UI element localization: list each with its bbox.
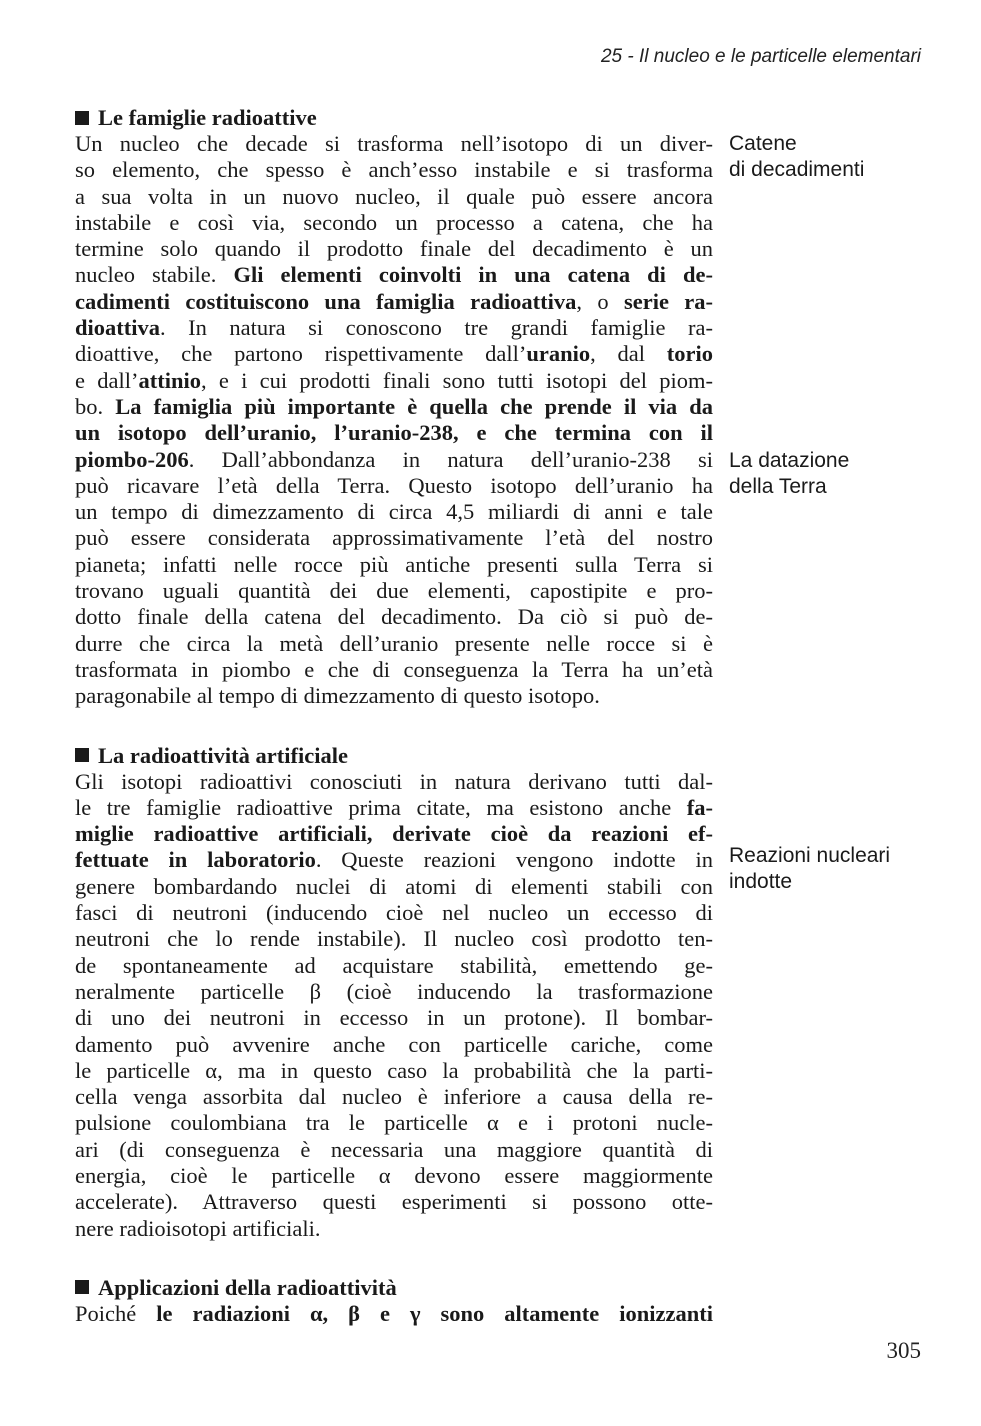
text-line xyxy=(75,683,713,709)
text-span: pianeta; infatti nelle rocce più antiche presenti sulla Terra si xyxy=(75,551,713,577)
text-line xyxy=(75,315,713,341)
text-span: trovano uguali quantità dei due elementi, capostipite e pro- xyxy=(75,578,713,604)
page-number: 305 xyxy=(886,1338,921,1363)
section-applicazioni-radioattivita xyxy=(75,1274,713,1327)
text-line xyxy=(75,1084,713,1110)
text-line xyxy=(75,1058,713,1084)
text-line xyxy=(75,1163,713,1189)
main-text-column xyxy=(75,104,713,1327)
text-line xyxy=(75,795,713,821)
text-line xyxy=(75,341,713,367)
text-line xyxy=(75,236,713,262)
text-line xyxy=(75,184,713,210)
bold-span: cadimenti costituiscono una famiglia radioattiva xyxy=(75,288,577,314)
bold-span: serie ra- xyxy=(623,288,714,314)
text-line xyxy=(75,874,713,900)
text-line xyxy=(75,769,713,795)
bold-span: le radiazioni α, β e γ sono altamente ionizzanti xyxy=(156,1300,713,1326)
text-line xyxy=(75,525,713,551)
text-line xyxy=(75,604,713,630)
text-line xyxy=(75,552,713,578)
text-line xyxy=(75,1189,713,1215)
text-line xyxy=(75,926,713,952)
text-line xyxy=(75,210,713,236)
text-span: . Dall’abbondanza in natura dell’uranio-238 si xyxy=(188,446,713,472)
text-span: Gli isotopi radioattivi conosciuti in natura derivano tutti dal- xyxy=(75,768,713,794)
text-span: termine solo quando il prodotto finale del decadimento è un xyxy=(75,236,713,262)
text-span: nucleo stabile. xyxy=(75,262,234,288)
running-header: 25 - Il nucleo e le particelle elementari xyxy=(600,46,921,67)
section-radioattivita-artificiale xyxy=(75,742,713,1242)
text-span: , o xyxy=(576,288,624,314)
square-bullet-icon xyxy=(75,111,89,125)
text-line xyxy=(75,657,713,683)
text-line xyxy=(75,900,713,926)
text-span: pulsione coulombiana tra le particelle α e i protoni nucle- xyxy=(75,1110,713,1136)
text-line xyxy=(75,157,713,183)
section-title-text: Applicazioni della radioattività xyxy=(98,1274,397,1300)
text-span: de spontaneamente ad acquistare stabilità, emettendo ge- xyxy=(75,952,713,978)
text-span: cella venga assorbita dal nucleo è inferiore a causa della re- xyxy=(75,1084,713,1110)
text-line xyxy=(75,631,713,657)
text-span: di uno dei neutroni in eccesso in un protone). Il bombar- xyxy=(75,1005,713,1031)
text-span: può essere considerata approssimativamente l’età del nostro xyxy=(75,525,713,551)
text-span: trasformata in piombo e che di conseguenza la Terra ha un’età xyxy=(75,656,713,682)
section-title xyxy=(75,742,713,769)
text-span: genere bombardando nuclei di atomi di elementi stabili con xyxy=(75,873,713,899)
text-span: . Queste reazioni vengono indotte in xyxy=(315,847,713,873)
text-span: bo. xyxy=(75,393,116,419)
bold-span: miglie radioattive artificiali, derivate cioè da reazioni ef- xyxy=(75,821,713,847)
bold-span: un isotopo dell’uranio, l’uranio-238, e che termina con il xyxy=(75,420,713,446)
bold-span: Gli elementi coinvolti in una catena di de- xyxy=(233,262,713,288)
text-line xyxy=(75,420,713,446)
text-line xyxy=(75,262,713,288)
text-span: a sua volta in un nuovo nucleo, il quale può essere ancora xyxy=(75,183,713,209)
text-line xyxy=(75,1216,713,1242)
margin-note-datazione xyxy=(729,448,849,500)
text-span: fasci di neutroni (inducendo cioè nel nucleo un eccesso di xyxy=(75,900,713,926)
section-famiglie-radioattive xyxy=(75,104,713,710)
text-line xyxy=(75,1005,713,1031)
text-span: durre che circa la metà dell’uranio presente nelle rocce si è xyxy=(75,630,713,656)
bold-span: fa- xyxy=(686,794,713,820)
text-span: accelerate). Attraverso questi esperimenti si possono otte- xyxy=(75,1189,713,1215)
text-line xyxy=(75,499,713,525)
text-span: , e i cui prodotti finali sono tutti isotopi del piom- xyxy=(201,367,713,393)
text-line xyxy=(75,131,713,157)
text-span: ari (di conseguenza è necessaria una maggiore quantità di xyxy=(75,1136,713,1162)
text-span: Un nucleo che decade si trasforma nell’isotopo di un diver- xyxy=(75,131,713,156)
text-span: dioattive, che partono rispettivamente dall’ xyxy=(75,341,527,367)
text-span: neralmente particelle β (cioè inducendo la trasformazione xyxy=(75,978,713,1004)
margin-note-reazioni xyxy=(729,843,890,895)
text-span: so elemento, che spesso è anch’esso instabile e si trasforma xyxy=(75,157,713,183)
margin-note-line: Reazioni nucleari xyxy=(729,844,891,867)
text-line xyxy=(75,578,713,604)
text-line xyxy=(75,1137,713,1163)
text-span: . In natura si conoscono tre grandi famiglie ra- xyxy=(160,315,713,341)
bold-span: attinio xyxy=(138,367,201,393)
text-line xyxy=(75,289,713,315)
text-line xyxy=(75,979,713,1005)
text-line xyxy=(75,394,713,420)
text-span: damento può avvenire anche con particelle cariche, come xyxy=(75,1031,713,1057)
text-span: instabile e così via, secondo un processo a catena, che ha xyxy=(75,209,713,235)
bold-span: uranio xyxy=(526,341,591,367)
text-span: neutroni che lo rende instabile). Il nucleo così prodotto ten- xyxy=(75,926,713,952)
text-span: le tre famiglie radioattive prima citate, ma esistono anche xyxy=(75,794,687,820)
text-span: le particelle α, ma in questo caso la probabilità che la parti- xyxy=(75,1057,713,1083)
text-span: e dall’ xyxy=(75,367,139,393)
text-span: , dal xyxy=(590,341,667,367)
text-line xyxy=(75,1301,713,1327)
bold-span: torio xyxy=(666,341,713,367)
text-line xyxy=(75,821,713,847)
text-span: può ricavare l’età della Terra. Questo isotopo dell’uranio ha xyxy=(75,472,713,498)
text-line xyxy=(75,1032,713,1058)
bold-span: piombo-206 xyxy=(75,446,189,472)
margin-note-line: della Terra xyxy=(729,475,827,498)
margin-note-line: La datazione xyxy=(729,449,850,472)
bold-span: dioattiva xyxy=(75,315,161,341)
margin-note-line: Catene xyxy=(729,132,797,155)
section-title-text: La radioattività artificiale xyxy=(98,742,348,768)
section-title-text: Le famiglie radioattive xyxy=(98,105,317,130)
margin-note-line: di decadimenti xyxy=(729,158,865,181)
square-bullet-icon xyxy=(75,748,89,762)
text-span: paragonabile al tempo di dimezzamento di questo isotopo. xyxy=(75,683,600,709)
square-bullet-icon xyxy=(75,1280,89,1294)
margin-note-catene xyxy=(729,131,864,183)
text-line xyxy=(75,847,713,873)
text-span: nere radioisotopi artificiali. xyxy=(75,1215,321,1241)
text-line xyxy=(75,368,713,394)
text-line xyxy=(75,1110,713,1136)
text-span: un tempo di dimezzamento di circa 4,5 miliardi di anni e tale xyxy=(75,499,713,525)
text-span: dotto finale della catena del decadimento. Da ciò si può de- xyxy=(75,604,713,630)
margin-note-line: indotte xyxy=(729,870,793,893)
text-line xyxy=(75,953,713,979)
section-title xyxy=(75,104,713,131)
bold-span: La famiglia più importante è quella che prende il via da xyxy=(115,393,714,419)
text-span: energia, cioè le particelle α devono essere maggiormente xyxy=(75,1162,713,1188)
text-line xyxy=(75,447,713,473)
section-title xyxy=(75,1274,713,1301)
bold-span: fettuate in laboratorio xyxy=(75,847,316,873)
text-line xyxy=(75,473,713,499)
text-span: Poiché xyxy=(75,1300,157,1326)
